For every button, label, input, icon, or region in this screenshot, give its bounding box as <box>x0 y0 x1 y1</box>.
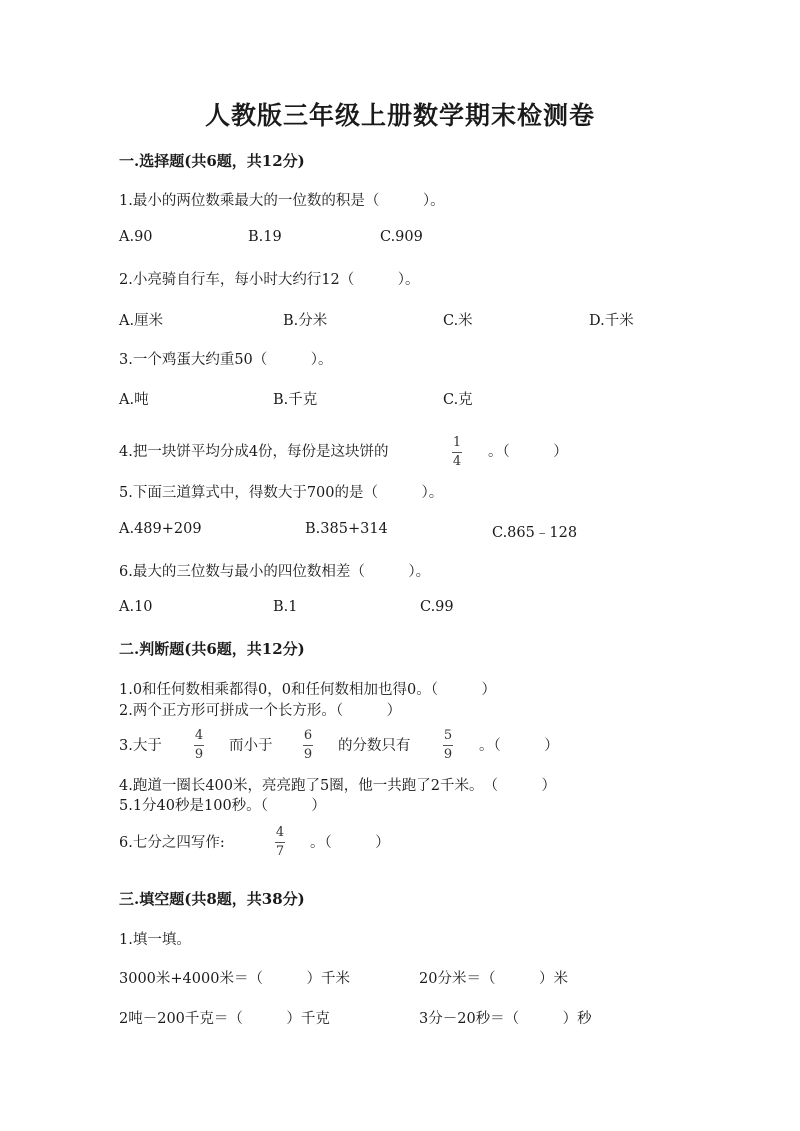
choice-q1-option-b[interactable]: B.19 <box>248 229 282 245</box>
choice-q3-option-a[interactable]: A.吨 <box>119 392 149 408</box>
judge-q3-answer-blank: 。（ ） <box>479 738 559 754</box>
fraction-denominator: 9 <box>303 747 313 762</box>
judge-q6-answer-blank: 。（ ） <box>310 835 390 851</box>
section-heading-choice: 一.选择题(共6题，共12分) <box>119 152 305 170</box>
fraction-denominator: 9 <box>194 747 204 762</box>
section-heading-fill: 三.填空题(共8题，共38分) <box>119 890 305 908</box>
choice-q2-option-b[interactable]: B.分米 <box>283 313 328 329</box>
judge-q6-text: 6.七分之四写作: <box>119 835 225 851</box>
fraction-bar <box>443 745 453 746</box>
fraction-denominator: 9 <box>443 747 453 762</box>
judge-q1: 1.0和任何数相乘都得0，0和任何数相加也得0。（ ） <box>119 682 496 698</box>
fill-q1-item-4: 3分－20秒＝（ ）秒 <box>419 1011 592 1027</box>
page-title: 人教版三年级上册数学期末检测卷 <box>204 101 595 130</box>
judge-q3-text-1: 3.大于 <box>119 738 162 754</box>
judge-q5: 5.1分40秒是100秒。（ ） <box>119 798 326 814</box>
fraction-four-sevenths <box>275 826 285 858</box>
fill-q1-item-1: 3000米+4000米＝（ ）千米 <box>119 971 350 987</box>
fraction-five-ninths <box>443 729 453 761</box>
choice-q5: 5.下面三道算式中，得数大于700的是（ ）。 <box>119 485 444 501</box>
choice-q3-option-c[interactable]: C.克 <box>443 392 473 408</box>
fraction-one-quarter <box>452 436 462 468</box>
fraction-numerator: 6 <box>303 728 313 743</box>
fraction-bar <box>194 745 204 746</box>
fraction-bar <box>275 842 285 843</box>
choice-q5-option-c[interactable]: C.865﹣128 <box>492 525 578 541</box>
choice-q2-option-c[interactable]: C.米 <box>443 313 473 329</box>
judge-q3-text-2: 而小于 <box>229 738 273 754</box>
fill-q1-item-2: 20分米＝（ ）米 <box>419 971 568 987</box>
judge-q3-text-3: 的分数只有 <box>338 738 411 754</box>
fraction-four-ninths <box>194 729 204 761</box>
judge-q4: 4.跑道一圈长400米，亮亮跑了5圈，他一共跑了2千米。 （ ） <box>119 778 556 794</box>
choice-q1-option-a[interactable]: A.90 <box>119 229 153 245</box>
fraction-numerator: 1 <box>452 435 462 450</box>
fill-q1: 1.填一填。 <box>119 932 191 948</box>
fraction-bar <box>452 452 462 453</box>
fraction-six-ninths <box>303 729 313 761</box>
choice-q2-option-a[interactable]: A.厘米 <box>119 313 164 329</box>
fraction-numerator: 4 <box>275 825 285 840</box>
choice-q4: 4.把一块饼平均分成4份，每份是这块饼的 <box>119 444 389 460</box>
choice-q6-option-b[interactable]: B.1 <box>273 599 298 615</box>
fraction-bar <box>303 745 313 746</box>
choice-q1: 1.最小的两位数乘最大的一位数的积是（ ）。 <box>119 193 445 209</box>
choice-q5-option-b[interactable]: B.385+314 <box>305 521 388 537</box>
fraction-denominator: 7 <box>275 844 285 859</box>
choice-q2: 2.小亮骑自行车，每小时大约行12（ ）。 <box>119 272 420 288</box>
fraction-denominator: 4 <box>452 454 462 469</box>
choice-q2-option-d[interactable]: D.千米 <box>589 313 634 329</box>
section-heading-judge: 二.判断题(共6题，共12分) <box>119 640 305 658</box>
choice-q3: 3.一个鸡蛋大约重50（ ）。 <box>119 352 333 368</box>
choice-q3-option-b[interactable]: B.千克 <box>273 392 318 408</box>
choice-q6-option-c[interactable]: C.99 <box>420 599 454 615</box>
judge-q2: 2.两个正方形可拼成一个长方形。（ ） <box>119 703 402 719</box>
choice-q4-answer-blank: 。（ ） <box>488 444 568 460</box>
choice-q6-option-a[interactable]: A.10 <box>119 599 153 615</box>
fill-q1-item-3: 2吨－200千克＝（ ）千克 <box>119 1011 330 1027</box>
choice-q5-option-a[interactable]: A.489+209 <box>119 521 202 537</box>
choice-q1-option-c[interactable]: C.909 <box>380 229 423 245</box>
choice-q6: 6.最大的三位数与最小的四位数相差（ ）。 <box>119 564 431 580</box>
fraction-numerator: 5 <box>443 728 453 743</box>
fraction-numerator: 4 <box>194 728 204 743</box>
